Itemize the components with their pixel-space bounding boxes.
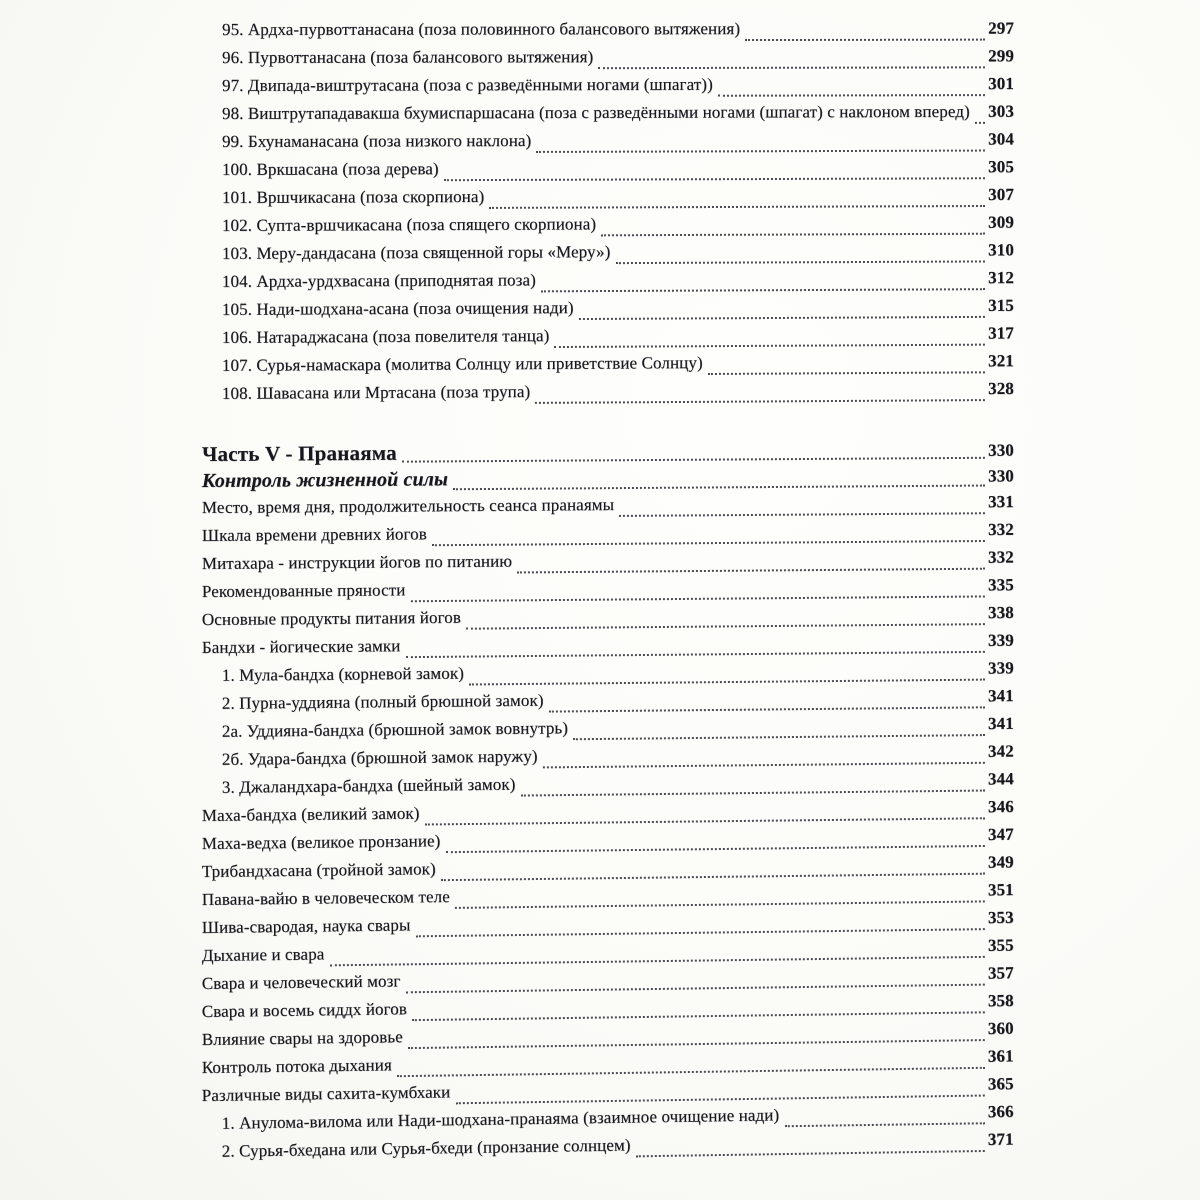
toc-entry-label: Место, время дня, продолжительность сеанса пранаямы <box>201 494 615 518</box>
toc-entry-page: 309 <box>988 212 1014 232</box>
toc-entry-page: 301 <box>988 74 1014 94</box>
toc-leader-dots <box>708 371 985 375</box>
toc-leader-dots <box>975 122 985 124</box>
toc-entry-label: Влияние свары на здоровье <box>201 1027 403 1050</box>
toc-entry-label: Свара и восемь сиддх йогов <box>201 999 408 1022</box>
toc-entry-label: Митахара - инструкции йогов по питанию <box>201 551 513 574</box>
toc-entry-label: Контроль жизненной силы <box>201 468 449 493</box>
toc-entry-page: 366 <box>987 1101 1014 1122</box>
toc-entry-label: 3. Джаландхара-бандха (шейный замок) <box>221 774 516 797</box>
toc-entry-page: 349 <box>987 852 1014 872</box>
toc-entry-page: 342 <box>987 741 1014 761</box>
toc-entry-label: 105. Нади-шодхана-асана (поза очищения нади) <box>221 298 574 319</box>
toc-entry-page: 358 <box>987 990 1014 1011</box>
toc-leader-dots <box>541 288 985 292</box>
toc-entry-page: 339 <box>987 658 1014 678</box>
toc-entry-page: 331 <box>987 492 1014 512</box>
toc-entry-label: 100. Вркшасана (поза дерева) <box>221 159 439 179</box>
toc-entry-page: 299 <box>988 46 1014 66</box>
toc-leader-dots <box>455 900 985 908</box>
toc-entry-label: 2. Пурна-уддияна (полный брюшной замок) <box>221 690 544 713</box>
toc-entry-page: 328 <box>987 378 1014 399</box>
toc-entry-label: 95. Ардха-пурвоттанасана (поза половинного балансового вытяжения) <box>221 19 741 39</box>
toc-leader-dots <box>402 457 985 463</box>
toc-leader-dots <box>619 512 985 517</box>
toc-entry-label: 106. Натараджасана (поза повелителя танца) <box>221 326 550 347</box>
toc-leader-dots <box>521 790 986 797</box>
toc-entry-label: Маха-ведха (великое пронзание) <box>201 831 441 854</box>
toc-entry-label: 101. Вршчикасана (поза скорпиона) <box>221 186 485 207</box>
toc-leader-dots <box>554 344 985 348</box>
toc-entry <box>202 129 1014 160</box>
toc-entry-page: 347 <box>987 824 1014 844</box>
toc-entry <box>202 268 1014 300</box>
toc-leader-dots <box>411 595 986 602</box>
toc-entry-label: 99. Бхунаманасана (поза низкого наклона) <box>221 130 532 151</box>
toc-entry-page: 335 <box>987 575 1014 595</box>
toc-entry <box>202 185 1014 216</box>
toc-entry-page: 360 <box>987 1018 1014 1039</box>
toc-entry-label: Шива-свародая, наука свары <box>201 915 411 938</box>
toc-entry-label: 107. Сурья-намаскара (молитва Солнцу или приветствие Солнцу) <box>221 353 703 375</box>
toc-entry <box>202 46 1014 76</box>
toc-leader-dots <box>745 39 985 41</box>
toc-entry-page: 353 <box>987 907 1014 928</box>
toc-leader-dots <box>535 399 985 404</box>
toc-entry-label: Свара и человеческий мозг <box>201 971 401 994</box>
toc-leader-dots <box>601 233 985 237</box>
toc-entry-page: 341 <box>987 686 1014 706</box>
toc-entry-page: 361 <box>987 1046 1014 1066</box>
toc-entry-page: 315 <box>988 295 1014 315</box>
toc-entry-label: Павана-вайю в человеческом теле <box>201 886 450 910</box>
table-of-contents <box>202 20 1014 1170</box>
toc-leader-dots <box>469 679 985 686</box>
toc-leader-dots <box>453 485 985 491</box>
toc-entry-page: 365 <box>987 1074 1014 1094</box>
toc-leader-dots <box>489 205 985 209</box>
toc-leader-dots <box>441 873 985 881</box>
toc-entry-label: 104. Ардха-урдхвасана (приподнятая поза) <box>221 270 536 291</box>
toc-leader-dots <box>549 706 985 712</box>
toc-leader-dots <box>432 540 985 546</box>
toc-entry-label: 1. Мула-бандха (корневой замок) <box>221 663 465 685</box>
toc-entry-page: 304 <box>988 129 1014 149</box>
toc-entry-label: 2б. Удара-бандха (брюшной замок наружу) <box>221 746 538 769</box>
toc-entry <box>202 240 1014 272</box>
toc-entry-label: Шкала времени древних йогов <box>201 524 427 546</box>
toc-entry-label: Дыхание и свара <box>201 944 325 966</box>
toc-entry-label: Часть V - Пранаяма <box>201 440 397 467</box>
toc-entry-page: 338 <box>987 602 1014 623</box>
toc-entry <box>202 102 1014 132</box>
toc-entry-label: 97. Двипада-виштрутасана (поза с разведёнными ногами (шпагат)) <box>221 74 713 95</box>
toc-entry-page: 344 <box>987 769 1014 789</box>
toc-entry-page: 310 <box>988 240 1014 260</box>
toc-entry-label: 96. Пурвоттанасана (поза балансового вытяжения) <box>221 47 594 67</box>
toc-leader-dots <box>615 260 985 264</box>
toc-leader-dots <box>598 66 985 69</box>
toc-leader-dots <box>536 150 985 153</box>
toc-entry-page: 330 <box>987 466 1014 486</box>
toc-entry-page: 332 <box>987 547 1014 567</box>
toc-leader-dots <box>405 651 985 658</box>
toc-leader-dots <box>543 762 985 769</box>
toc-entry-label: Рекомендованные пряности <box>201 580 406 602</box>
toc-entry-label: Трибандхасана (тройной замок) <box>201 859 436 882</box>
toc-leader-dots <box>573 734 985 740</box>
toc-leader-dots <box>445 845 985 853</box>
toc-leader-dots <box>466 623 985 630</box>
toc-entry-label: 103. Меру-дандасана (поза священной горы «Меру») <box>221 242 611 263</box>
toc-entry-page: 307 <box>988 184 1014 204</box>
toc-entry <box>202 379 1014 412</box>
toc-entry-page: 305 <box>988 157 1014 177</box>
toc-entry-page: 351 <box>987 880 1014 900</box>
toc-entry-page: 355 <box>987 935 1014 955</box>
toc-entry-label: 1. Анулома-вилома или Нади-шодхана-пранаяма (взаимное очищение нади) <box>221 1105 780 1133</box>
toc-entry-page: 330 <box>988 440 1014 460</box>
toc-entry-label: Контроль потока дыхания <box>201 1055 392 1078</box>
toc-entry <box>202 74 1014 104</box>
toc-leader-dots <box>579 316 986 320</box>
toc-entry <box>202 157 1014 188</box>
toc-entry-page: 346 <box>987 796 1014 817</box>
toc-leader-dots <box>784 1122 985 1127</box>
toc-entry-label: Бандхи - йогические замки <box>201 636 401 658</box>
toc-leader-dots <box>718 94 985 97</box>
toc-entry-label: 108. Шавасана или Мртасана (поза трупа) <box>221 381 531 403</box>
toc-entry-label: 2. Сурья-бхедана или Сурья-бхеди (пронзание солнцем) <box>221 1135 631 1161</box>
toc-entry-page: 341 <box>987 713 1014 734</box>
toc-entry-label: Основные продукты питания йогов <box>201 607 461 630</box>
toc-entry-label: 2а. Уддияна-бандха (брюшной замок вовнутрь) <box>221 718 569 741</box>
toc-entry-page: 321 <box>988 351 1014 371</box>
toc-entry <box>202 19 1014 48</box>
toc-entry <box>202 213 1014 244</box>
toc-entry-page: 332 <box>987 519 1014 539</box>
toc-entry-page: 357 <box>987 963 1014 983</box>
toc-entry-page: 312 <box>988 268 1014 288</box>
toc-entry-page: 339 <box>987 630 1014 650</box>
toc-leader-dots <box>416 928 985 937</box>
toc-entry-page: 371 <box>987 1129 1014 1149</box>
toc-entry-label: 102. Супта-вршчикасана (поза спящего скорпиона) <box>221 214 597 235</box>
toc-leader-dots <box>517 568 985 574</box>
toc-leader-dots <box>444 177 985 181</box>
toc-entry-label: Различные виды сахита-кумбхаки <box>201 1082 451 1106</box>
toc-entry-page: 317 <box>988 323 1014 343</box>
toc-entry-page: 303 <box>988 101 1014 121</box>
toc-entry-label: Маха-бандха (великий замок) <box>201 803 420 826</box>
toc-leader-dots <box>425 817 985 825</box>
toc-entry-label: 98. Виштрутападавакша бхумиспаршасана (поза с разведёнными ногами (шпагат) с наклоном вперед) <box>221 101 970 123</box>
toc-leader-dots <box>636 1150 985 1157</box>
toc-entry-page: 297 <box>988 18 1014 38</box>
